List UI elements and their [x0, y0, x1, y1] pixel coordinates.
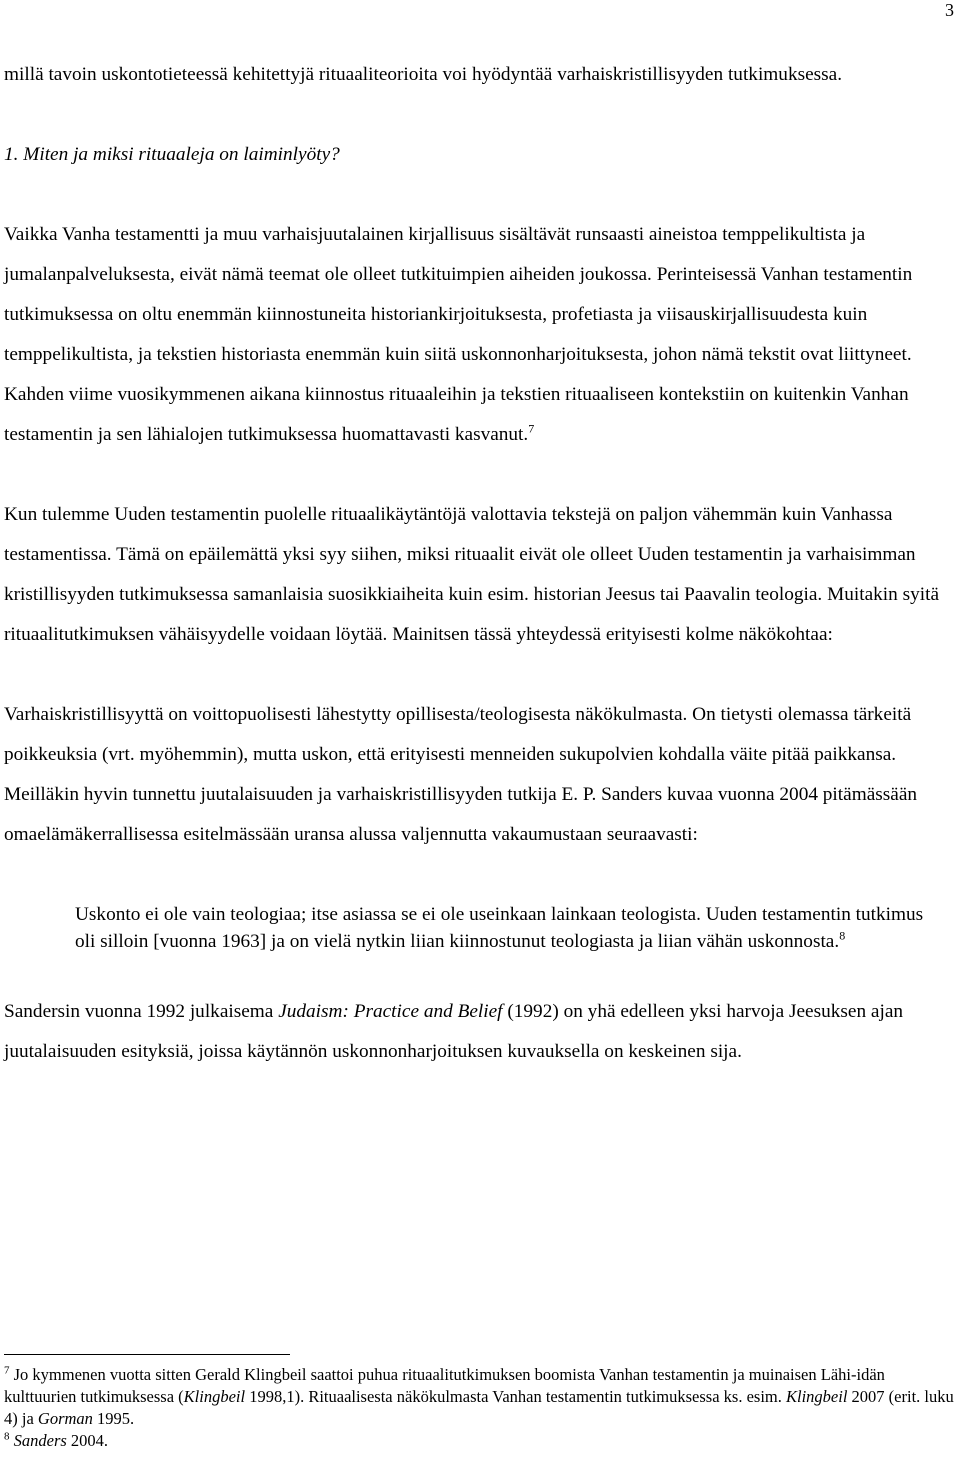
- citation-author: Klingbeil: [786, 1387, 848, 1406]
- block-quote-sanders: [75, 901, 945, 955]
- footnote-separator: [4, 1354, 290, 1355]
- footnotes: [4, 1364, 954, 1452]
- citation-author: Gorman: [37, 1409, 93, 1428]
- citation-author: Sanders: [13, 1431, 67, 1450]
- quote-text: Uskonto ei ole vain teologiaa; itse asiassa se ei ole useinkaan lainkaan teologista. Uuden testamentin tutkimus oli silloin [vuonna 1963] ja on vielä nytkin liian kiinnostunut teologiasta ja liian vähän uskonnosta.: [75, 904, 924, 952]
- paragraph-text-before: Sandersin vuonna 1992 julkaisema: [4, 1001, 279, 1022]
- footnote-text: 2007 (erit. luku 4) ja: [4, 1387, 954, 1428]
- book-title: Judaism: Practice and Belief: [278, 1001, 503, 1022]
- footnote-ref-7[interactable]: 7: [528, 421, 535, 436]
- footnote-ref-8[interactable]: 8: [839, 928, 846, 943]
- footnote-number-8: 8: [4, 1430, 10, 1443]
- footnote-7: [4, 1364, 954, 1430]
- footnote-number-7: 7: [4, 1364, 10, 1377]
- footnote-text: Jo kymmenen vuotta sitten Gerald Klingbeil saattoi puhua rituaalitutkimuksen boomista Vanhan testamentin ja muinaisen Lähi-idän kulttuurien tutkimuksessa (: [4, 1365, 885, 1406]
- page-number: 3: [945, 0, 954, 20]
- footnote-8: [4, 1430, 954, 1452]
- intro-paragraph: millä tavoin uskontotieteessä kehitettyjä rituaaliteorioita voi hyödyntää varhaiskristillisyyden tutkimuksessa.: [4, 64, 843, 85]
- footnote-text: 1995.: [92, 1409, 135, 1428]
- page-body: [4, 55, 956, 1072]
- paragraph-judaism-practice: [4, 992, 956, 1072]
- paragraph-theological-approach: Varhaiskristillisyyttä on voittopuolisesti lähestytty opillisesta/teologisesta näkökulmasta. On tietysti olemassa tärkeitä poikkeuksia (vrt. myöhemmin), mutta uskon, että erityisesti menneiden sukupolvien kohdalla väite pitää paikkansa. Meilläkin hyvin tunnettu juutalaisuuden ja varhaiskristillisyyden tutkija E. P. Sanders kuvaa vuonna 2004 pitämässään omaelämäkerrallisessa esitelmässään uransa alussa valjennutta vakaumustaan seuraavasti:: [4, 704, 918, 845]
- paragraph-new-testament: Kun tulemme Uuden testamentin puolelle rituaalikäytäntöjä valottavia tekstejä on paljon vähemmän kuin Vanhassa testamentissa. Tämä on epäilemättä yksi syy siihen, miksi rituaalit eivät ole olleet Uuden testamentin ja varhaisimman kristillisyyden tutkimuksessa samanlaisia suosikkiaiheita kuin esim. historian Jeesus tai Paavalin teologia. Muitakin syitä rituaalitutkimuksen vähäisyydelle voidaan löytää. Mainitsen tässä yhteydessä erityisesti kolme näkökohtaa:: [4, 504, 940, 645]
- paragraph-text-after: (1992) on yhä edelleen yksi harvoja Jeesuksen ajan juutalaisuuden esityksiä, joissa käytännön uskonnonharjoituksen kuvauksella on keskeinen sija.: [4, 1001, 904, 1062]
- paragraph-text: Vaikka Vanha testamentti ja muu varhaisjuutalainen kirjallisuus sisältävät runsaasti aineistoa temppelikultista ja jumalanpalveluksesta, eivät nämä teemat ole olleet tutkituimpien aiheiden joukossa. Perinteisessä Vanhan testamentin tutkimuksessa on oltu enemmän kiinnostuneita historiankirjoituksesta, profetiasta ja viisauskirjallisuudesta kuin temppelikultista, ja tekstien historiasta enemmän kuin siitä uskonnonharjoituksesta, johon nämä tekstit ovat liittyneet. Kahden viime vuosikymmenen aikana kiinnostus rituaaleihin ja tekstien rituaaliseen kontekstiin on kuitenkin Vanhan testamentin ja sen lähialojen tutkimuksessa huomattavasti kasvanut.: [4, 224, 913, 445]
- paragraph-old-testament: [4, 215, 956, 455]
- section-heading: 1. Miten ja miksi rituaaleja on laiminlyöty?: [4, 144, 340, 165]
- footnote-text: 2004.: [66, 1431, 109, 1450]
- footnote-text: 1998,1). Rituaalisesta näkökulmasta Vanhan testamentin tutkimuksessa ks. esim.: [245, 1387, 786, 1406]
- citation-author: Klingbeil: [183, 1387, 246, 1406]
